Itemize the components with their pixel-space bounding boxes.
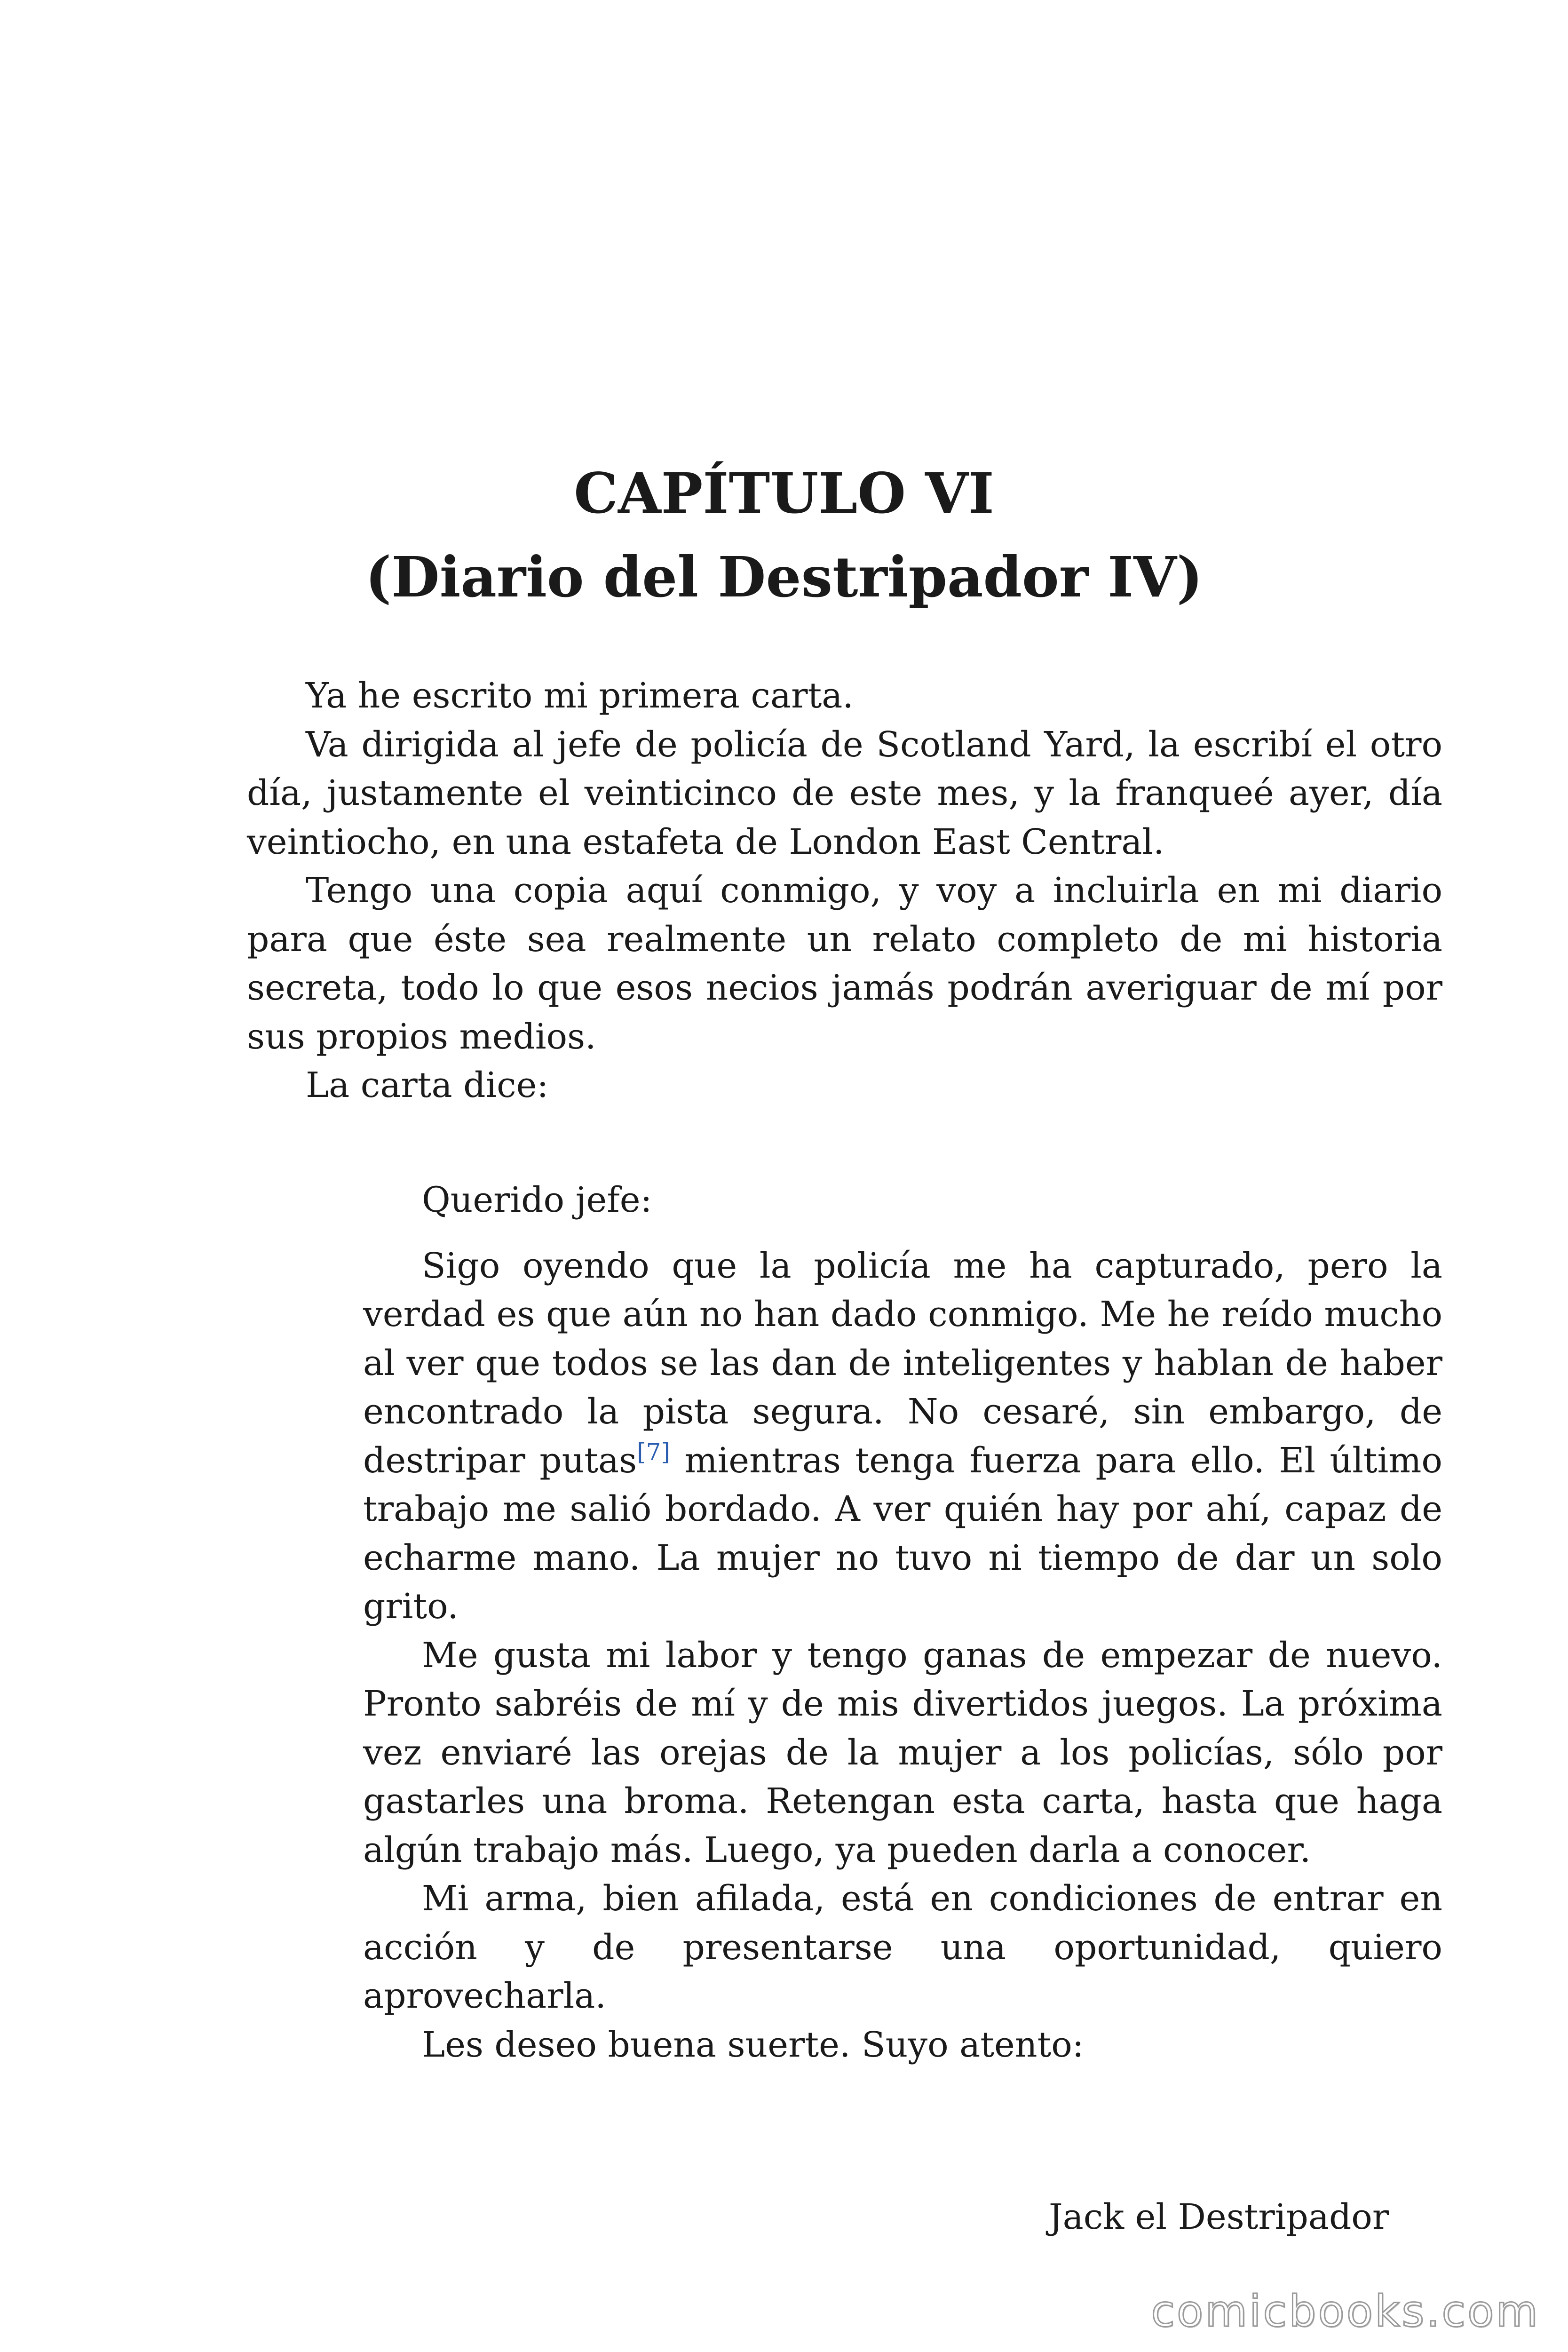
watermark-logo: comicbooks.com [1151, 2286, 1540, 2336]
letter-paragraph-2: Me gusta mi labor y tengo ganas de empezar de nuevo. Pronto sabréis de mí y de mis divertidos juegos. La próxima vez enviaré las orejas de la mujer a los policías, sólo por gastarles una broma. Retengan esta carta, hasta que haga algún trabajo más. Luego, ya pueden darla a conocer. [363, 1635, 1442, 1870]
letter-paragraph-1-text-a: Sigo oyendo que la policía me ha capturado, pero la verdad es que aún no han dado conmigo. Me he reído mucho al ver que todos se las dan de inteligentes y hablan de haber encontrado la pista segura. No cesaré, sin embargo, de destripar putas [363, 1245, 1442, 1481]
chapter-title [0, 452, 1568, 619]
chapter-title-line-1: CAPÍTULO VI [574, 461, 994, 526]
letter-paragraph-1 [363, 1242, 1442, 1631]
narration-body [247, 672, 1442, 1110]
letter-paragraph-4: Les deseo buena suerte. Suyo atento: [422, 2024, 1084, 2065]
letter-salutation: Querido jefe: [422, 1180, 652, 1220]
letter-signature: Jack el Destripador [1049, 2197, 1389, 2237]
narration-paragraph-4: La carta dice: [306, 1065, 549, 1105]
letter-block [363, 1176, 1442, 2069]
narration-paragraph-2: Va dirigida al jefe de policía de Scotland Yard, la escribí el otro día, justamente el veinticinco de este mes, y la franqueé ayer, día veintiocho, en una estafeta de London East Central. [247, 724, 1442, 862]
footnote-link-7[interactable]: [7] [637, 1438, 670, 1466]
letter-paragraph-1-text-b: mientras tenga fuerza para ello. El último trabajo me salió bordado. A ver quién hay por ahí, capaz de echarme mano. La mujer no tuvo ni tiempo de dar un solo grito. [363, 1440, 1442, 1627]
narration-paragraph-1: Ya he escrito mi primera carta. [306, 675, 854, 716]
letter-paragraph-3: Mi arma, bien afilada, está en condiciones de entrar en acción y de presentarse una oportunidad, quiero aprovecharla. [363, 1878, 1442, 2016]
narration-paragraph-3: Tengo una copia aquí conmigo, y voy a incluirla en mi diario para que éste sea realmente un relato completo de mi historia secreta, todo lo que esos necios jamás podrán averiguar de mí por sus propios medios. [247, 870, 1442, 1057]
chapter-title-line-2: (Diario del Destripador IV) [365, 544, 1203, 610]
